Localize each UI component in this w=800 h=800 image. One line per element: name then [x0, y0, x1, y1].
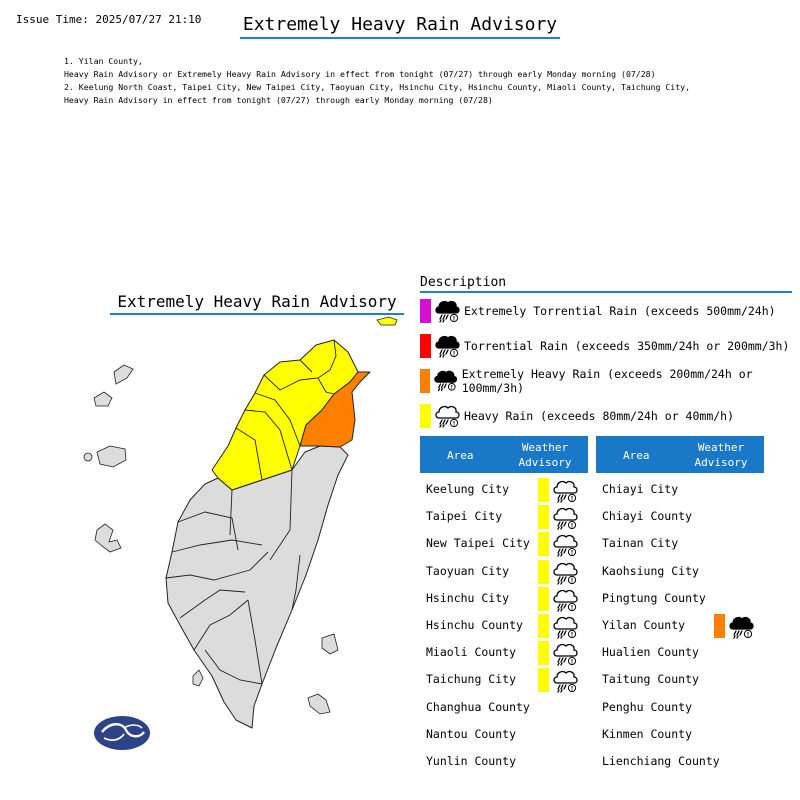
area-name: Kinmen County	[602, 726, 693, 741]
area-row	[426, 532, 596, 556]
area-row	[602, 696, 772, 720]
note-line-2: Heavy Rain Advisory or Extremely Heavy Rain Advisory in effect from tonight (07/27) through early Monday morning (07/28)	[64, 69, 656, 79]
area-row	[602, 750, 772, 774]
area-row	[426, 587, 596, 611]
heavy-rain-icon	[552, 668, 578, 694]
header-advisory-line1: Weather	[697, 441, 745, 454]
area-name: Pingtung County	[602, 590, 706, 605]
area-row	[602, 560, 772, 584]
advisory-icon-wrap	[552, 505, 578, 531]
heavy-rain-icon	[552, 560, 578, 586]
legend-icon-wrap	[434, 333, 460, 359]
area-row	[426, 723, 596, 747]
area-name: Taichung City	[426, 672, 517, 687]
area-name: Yunlin County	[426, 754, 517, 768]
area-row	[426, 641, 596, 665]
header-area-label: Area	[623, 449, 650, 462]
area-row	[602, 587, 772, 611]
area-row	[602, 614, 772, 638]
area-name: Taipei City	[426, 509, 503, 524]
island-kinmen	[97, 446, 126, 467]
area-row	[426, 505, 596, 529]
advisory-swatch	[538, 641, 549, 665]
area-row	[426, 560, 596, 584]
issue-time: Issue Time: 2025/07/27 21:10	[16, 13, 202, 26]
advisory-icon-wrap	[552, 560, 578, 586]
advisory-icon-wrap	[552, 641, 578, 667]
area-row	[426, 614, 596, 638]
advisory-icon-wrap	[728, 614, 754, 640]
island-guishan	[377, 317, 397, 325]
advisory-swatch	[538, 478, 549, 502]
island-matsu	[114, 365, 133, 384]
area-name: New Taipei City	[426, 536, 530, 551]
area-name: Hsinchu City	[426, 590, 510, 605]
taiwan-map	[60, 305, 410, 760]
note-line-1: 1. Yilan County,	[64, 56, 143, 66]
advisory-notes	[64, 55, 690, 107]
area-name: Lienchiang County	[602, 754, 720, 768]
heavy-rain-icon	[552, 614, 578, 640]
area-row	[602, 723, 772, 747]
area-name: Yilan County	[602, 618, 686, 632]
area-name: Hualien County	[602, 645, 699, 660]
advisory-swatch	[538, 587, 549, 611]
torrential-rain-icon	[434, 333, 460, 359]
extremely-heavy-rain-icon	[433, 368, 457, 392]
legend-item	[420, 368, 800, 394]
island-orchid	[308, 694, 330, 714]
legend-item	[420, 298, 776, 324]
area-name: Changhua County	[426, 699, 530, 714]
legend-item	[420, 333, 789, 359]
legend-swatch	[420, 299, 431, 323]
note-line-3: 2. Keelung North Coast, Taipei City, New Taipei City, Taoyuan City, Hsinchu City, Hsinchu County, Miaoli County, Taichung City,	[64, 82, 691, 92]
area-name: Nantou County	[426, 726, 517, 741]
legend-item	[420, 403, 734, 429]
header-advisory-line2: Advisory	[518, 456, 572, 469]
area-name: Hsinchu County	[426, 618, 523, 632]
cwa-logo	[94, 716, 150, 750]
legend-swatch	[420, 369, 430, 393]
description-title: Description	[420, 275, 792, 293]
island-kinmen-small	[84, 453, 92, 461]
island-green	[322, 634, 338, 654]
heavy-rain-icon	[552, 532, 578, 558]
area-row	[426, 478, 596, 502]
legend-label: Extremely Heavy Rain (exceeds 200mm/24h or 100mm/3h)	[461, 367, 753, 395]
area-name: Miaoli County	[426, 645, 517, 660]
legend-label: Extremely Torrential Rain (exceeds 500mm/24h)	[464, 304, 776, 318]
advisory-icon-wrap	[552, 587, 578, 613]
island-xiaoliuqiu	[193, 670, 203, 686]
heavy-rain-icon	[552, 587, 578, 613]
advisory-swatch	[538, 668, 549, 692]
legend-label: Heavy Rain (exceeds 80mm/24h or 40mm/h)	[464, 409, 735, 423]
region-central-south	[166, 446, 348, 728]
area-row	[602, 668, 772, 692]
heavy-rain-icon	[552, 478, 578, 504]
advisory-icon-wrap	[552, 668, 578, 694]
heavy-rain-icon	[552, 641, 578, 667]
advisory-swatch	[538, 614, 549, 638]
advisory-swatch	[714, 614, 725, 638]
area-name: Keelung City	[426, 482, 510, 496]
area-name: Chiayi County	[602, 509, 693, 524]
heavy-rain-icon	[552, 505, 578, 531]
area-row	[602, 505, 772, 529]
area-row	[602, 478, 772, 502]
header-advisory-label	[516, 440, 574, 470]
page-title: Extremely Heavy Rain Advisory	[240, 14, 560, 39]
area-name: Kaohsiung City	[602, 563, 699, 578]
legend-icon-wrap	[434, 298, 460, 324]
extremely-torrential-rain-icon	[434, 298, 460, 324]
area-name: Taitung County	[602, 672, 699, 687]
advisory-swatch	[538, 560, 549, 584]
heavy-rain-icon	[434, 403, 460, 429]
legend-icon-wrap	[434, 403, 460, 429]
extremely-heavy-rain-icon	[728, 614, 754, 640]
area-row	[602, 532, 772, 556]
advisory-icon-wrap	[552, 614, 578, 640]
area-row	[426, 750, 596, 774]
header-advisory-line1: Weather	[521, 441, 569, 454]
area-name: Taoyuan City	[426, 563, 510, 578]
legend-label: Torrential Rain (exceeds 350mm/24h or 200mm/3h)	[464, 339, 790, 353]
area-row	[602, 641, 772, 665]
advisory-swatch	[538, 505, 549, 529]
header-advisory-line2: Advisory	[694, 456, 748, 469]
area-name: Chiayi City	[602, 482, 679, 496]
legend-swatch	[420, 334, 431, 358]
area-row	[426, 668, 596, 692]
header-area-label: Area	[447, 449, 474, 462]
legend-icon-wrap	[433, 368, 457, 394]
table-header-right	[596, 436, 764, 473]
advisory-icon-wrap	[552, 478, 578, 504]
island-matsu-2	[94, 392, 112, 406]
table-header-left	[420, 436, 588, 473]
advisory-swatch	[538, 532, 549, 556]
advisory-icon-wrap	[552, 532, 578, 558]
area-row	[426, 696, 596, 720]
map-title: Extremely Heavy Rain Advisory	[110, 292, 404, 315]
note-line-4: Heavy Rain Advisory in effect from tonight (07/27) through early Monday morning (07/28)	[64, 95, 493, 105]
island-penghu	[95, 524, 121, 552]
legend-swatch	[420, 404, 431, 428]
header-advisory-label	[692, 440, 750, 470]
area-name: Tainan City	[602, 536, 679, 551]
area-name: Penghu County	[602, 699, 693, 714]
